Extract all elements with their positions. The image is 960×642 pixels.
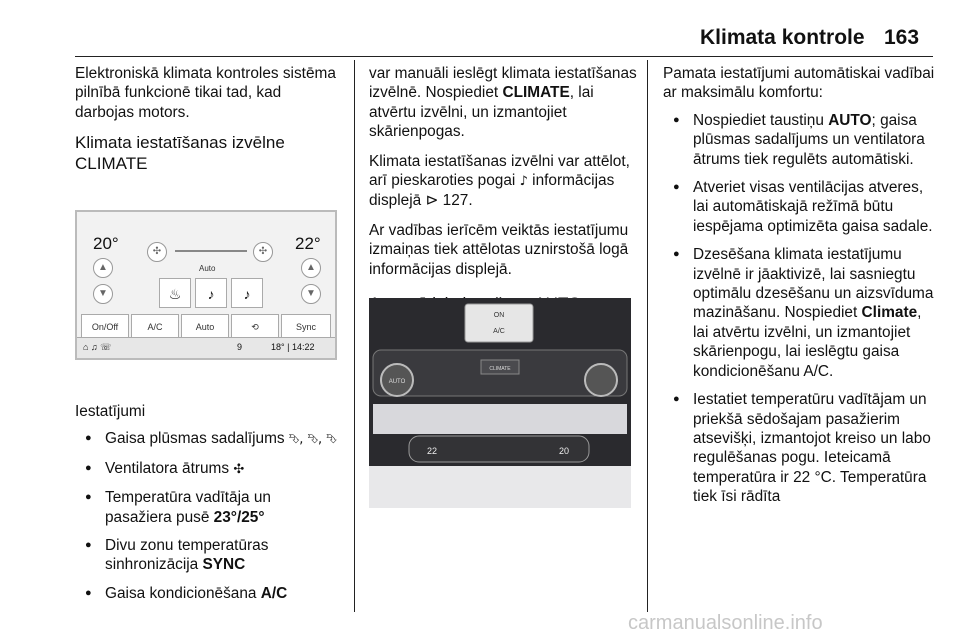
temp-left-up-icon: ▲ xyxy=(93,258,113,278)
page-title: Klimata kontrole xyxy=(700,26,865,49)
air-distribution-body-icon: ♪ xyxy=(195,278,227,308)
home-icon: ⌂ ♫ ☏ xyxy=(83,342,112,352)
intro-paragraph: Elektroniskā klimata kontroles sistēma pilnībā funkcionē tikai tad, kad darbojas motors. xyxy=(75,65,336,121)
svg-text:ON: ON xyxy=(493,312,505,319)
list-item: ● Gaisa plūsmas sadalījums ⮷, ⮷, ⮷ xyxy=(75,429,340,449)
temp-left-down-icon: ▼ xyxy=(93,284,113,304)
status-bar xyxy=(77,337,335,358)
svg-text:20: 20 xyxy=(559,446,570,456)
column-3 xyxy=(663,64,935,516)
air-distribution-defrost-icon: ♨ xyxy=(159,278,191,308)
list-item: ● Temperatūra vadītāja un pasažiera pusē 23°/25° xyxy=(75,488,340,527)
column-2 xyxy=(369,64,637,314)
auto-label: Auto xyxy=(199,264,216,273)
control-panel-drawing xyxy=(369,298,631,508)
page-header xyxy=(0,0,960,60)
control-panel-photo xyxy=(369,298,631,508)
list-item: ● Divu zonu temperatūras sinhronizācija SYNC xyxy=(75,536,340,575)
fan-slider xyxy=(175,250,247,252)
svg-text:22: 22 xyxy=(427,446,438,456)
list-item: ● Dzesēšana klimata iestatījumu izvēlnē ir jāaktivizē, lai sasniegtu optimālu dzesēšanu un aizsvīduma mazināšanu. Nospiediet Climate, lai atvērtu izvēlni, un izmantojiet skārienpogu, lai ieslēgtu gaisa kondicionēšanu A/C. xyxy=(663,245,935,381)
column-divider-2 xyxy=(647,60,648,612)
settings-list xyxy=(75,429,340,603)
climate-touch-icon: ♪ xyxy=(519,174,528,190)
list-item: ● Nospiediet taustiņu AUTO; gaisa plūsmas sadalījums un ventilatora ātrums tiek regulēts automātiski. xyxy=(663,111,935,169)
air-distribution-icon: ⮷, ⮷, ⮷ xyxy=(288,432,337,448)
header-rule xyxy=(75,56,933,57)
paragraph: Ar vadības ierīcēm veiktās iestatījumu izmaiņas tiek attēlotas uznirstošā logā informācijas displejā. xyxy=(369,221,629,278)
onoff-button: On/Off xyxy=(81,314,129,338)
page-number: 163 xyxy=(884,26,920,49)
page-reference: ⊳ 127. xyxy=(425,192,473,210)
temp-right-down-icon: ▼ xyxy=(301,284,321,304)
ac-button: A/C xyxy=(131,314,179,338)
temp-right: 22° xyxy=(295,234,321,253)
fan-high-icon: ✣ xyxy=(253,242,273,262)
column-1 xyxy=(75,64,340,174)
list-item: ● Iestatiet temperatūru vadītājam un priekšā sēdošajam pasažierim atsevišķi, izmantojot kreiso un labo regulēšanas pogu. Ieteicamā temperatūra ir 22 °C. Temperatūra tiek īsi rādīta xyxy=(663,390,935,506)
fan-low-icon: ✣ xyxy=(147,242,167,262)
climate-screen-illustration xyxy=(75,210,337,360)
list-item: ● Atveriet visas ventilācijas atveres, lai automātiskajā režīmā būtu iespējama optimizēta gaisa sadale. xyxy=(663,178,935,236)
intro-paragraph: Pamata iestatījumi automātiskai vadībai ar maksimālu komfortu: xyxy=(663,65,935,102)
paragraph: Klimata iestatīšanas izvēlni var attēlot, arī pieskaroties pogai ♪ informācijas displejā ⊳ 127. xyxy=(369,152,630,210)
list-item: ● Gaisa kondicionēšana A/C xyxy=(75,584,340,603)
recirculation-button: ⟲ xyxy=(231,314,279,338)
section-heading-climate: Klimata iestatīšanas izvēlne CLIMATE xyxy=(75,133,285,174)
auto-list xyxy=(663,111,935,507)
auto-button: Auto xyxy=(181,314,229,338)
watermark: carmanualsonline.info xyxy=(628,612,823,634)
svg-text:A/C: A/C xyxy=(493,328,505,335)
column-divider-1 xyxy=(354,60,355,612)
air-distribution-feet-icon: ♪ xyxy=(231,278,263,308)
status-number: 9 xyxy=(237,342,243,352)
temp-left: 20° xyxy=(93,234,119,253)
paragraph: var manuāli ieslēgt klimata iestatīšanas izvēlnē. Nospiediet CLIMATE, lai atvērtu izvēlni, un izmantojiet skārienpogas. xyxy=(369,65,637,141)
svg-text:AUTO: AUTO xyxy=(388,379,406,385)
fan-icon: ✣ xyxy=(233,461,245,477)
status-time: 18° | 14:22 xyxy=(271,342,315,352)
sync-button: Sync xyxy=(281,314,331,338)
list-item: ● Ventilatora ātrums ✣ xyxy=(75,459,340,479)
temp-right-up-icon: ▲ xyxy=(301,258,321,278)
svg-text:CLIMATE: CLIMATE xyxy=(489,366,511,372)
settings-label: Iestatījumi xyxy=(75,403,146,420)
settings-block xyxy=(75,402,340,612)
